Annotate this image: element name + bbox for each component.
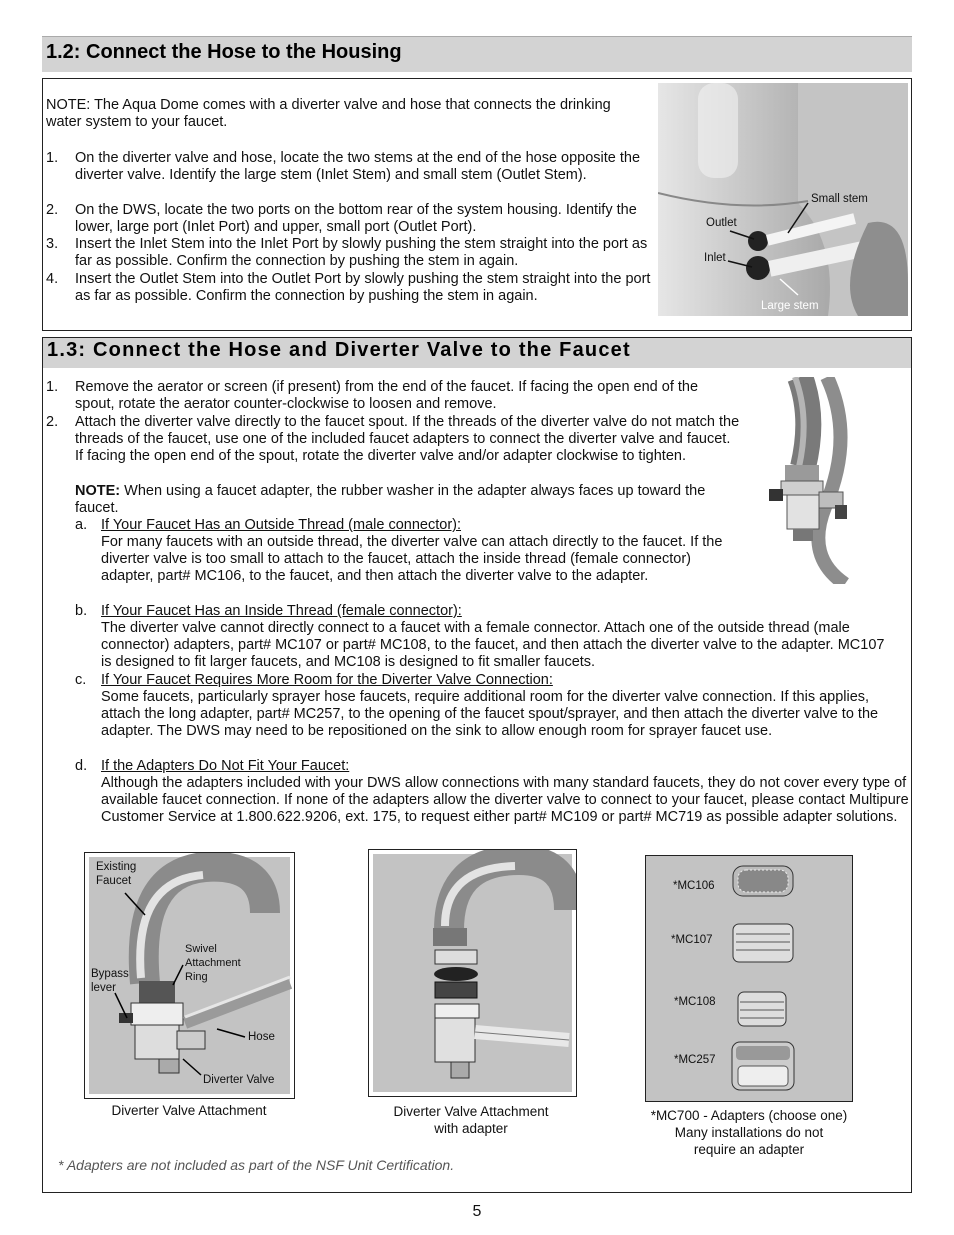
step-number: 2. [46,414,59,430]
faucet-step-1: Remove the aerator or screen (if present) from the end of the faucet. If facing the open end of the spout, rotate the aerator counter-clockwise to loosen and remove. [75,379,699,413]
small-stem-label: Small stem [811,193,868,205]
faucet-note [75,483,740,517]
diverter-valve-photo [745,377,856,584]
inlet-label: Inlet [704,252,726,264]
sub-c-heading: If Your Faucet Requires More Room for the Diverter Valve Connection: [101,672,553,688]
step-number: 3. [46,236,59,252]
sub-d-text: Although the adapters included with your DWS allow connections with many standard faucets, they do not cover every type of available faucet connection. If none of the adapters allow the diverter valve to connect to your faucet, please contact Multipure Customer Service at 1.800.622.9206, ext. 175, to request either part# MC109 or part# MC719 as possible adapter solutions. [101,775,909,826]
diverter-valve-illustration [745,377,856,584]
fig2-caption [361,1103,581,1137]
hose-label: Hose [248,1031,275,1043]
step-number: 2. [46,202,59,218]
mc257-adapter-icon [732,1042,794,1090]
adapter-diagram [369,850,576,1096]
bypass-lever-label: Bypass lever [91,968,129,994]
section-1-2-header [42,36,912,72]
existing-faucet-label: Existing Faucet [96,861,137,887]
section-1-2-box [42,78,912,331]
note-label: NOTE: [75,483,121,499]
hose-step-1: On the diverter valve and hose, locate the two stems at the end of the hose opposite the diverter valve. Identify the large stem (Inlet Stem) and small stem (Outlet Stem). [75,150,641,184]
housing-ports-illustration [658,83,908,316]
adapters-figure [645,855,853,1102]
hose-note: NOTE: The Aqua Dome comes with a diverter valve and hose that connects the drinking water system to your faucet. [46,97,611,131]
hose-step-3: Insert the Inlet Stem into the Inlet Port by slowly pushing the stem straight into the port as far as possible. Confirm the connection by pushing the stem in again. [75,236,648,270]
mc108-label: *MC108 [674,996,716,1008]
swivel-ring-label: Swivel Attachment Ring [185,943,241,983]
hose-step-2: On the DWS, locate the two ports on the bottom rear of the system housing. Identify the lower, large port (Inlet Port) and upper, small port (Outlet Port). [75,202,637,236]
fig3-caption-line2: Many installations do not [674,1125,824,1140]
faucet-step-2: Attach the diverter valve directly to the faucet spout. If the threads of the diverter valve do not match the threads of the faucet, use one of the included faucet adapters to connect the diverter valve and faucet. If facing the open end of the spout, rotate the diverter valve and/or adapter clockwise to tighten. [75,414,740,465]
mc107-adapter-icon [733,924,793,962]
diverter-valve-label: Diverter Valve [203,1074,275,1086]
large-stem-label: Large stem [761,300,819,312]
housing-ports-photo [658,83,908,316]
fig2-caption-line2: with adapter [434,1121,508,1136]
sub-b-heading: If Your Faucet Has an Inside Thread (female connector): [101,603,462,619]
certification-footnote: * Adapters are not included as part of the NSF Unit Certification. [58,1157,455,1173]
fig3-caption-line1: *MC700 - Adapters (choose one) [650,1108,848,1123]
step-number: 1. [46,150,59,166]
fig1-caption: Diverter Valve Attachment [111,1103,267,1118]
fig3-caption [633,1107,865,1158]
mc108-adapter-icon [738,992,786,1026]
step-number: 4. [46,271,59,287]
fig2-caption-line1: Diverter Valve Attachment [393,1104,549,1119]
diverter-adapter-figure [368,849,577,1097]
sub-letter: c. [75,672,87,688]
mc107-label: *MC107 [671,934,713,946]
section-1-3-header [43,338,911,368]
mc106-label: *MC106 [673,880,715,892]
sub-letter: d. [75,758,88,774]
sub-a-heading: If Your Faucet Has an Outside Thread (male connector): [101,517,462,533]
mc106-adapter-icon [733,866,793,896]
sub-a-text: For many faucets with an outside thread, the diverter valve can attach directly to the faucet. If the diverter valve is too small to attach to the faucet, attach the inside thread (female connector) adapter, part# MC106, to the faucet, and then attach the diverter valve to the adapter. [101,534,723,585]
sub-letter: b. [75,603,88,619]
section-1-3-title: 1.3: Connect the Hose and Diverter Valve to the Faucet [47,339,631,361]
step-number: 1. [46,379,59,395]
fig3-caption-line3: require an adapter [693,1142,805,1157]
sub-c-text: Some faucets, particularly sprayer hose faucets, require additional room for the diverter valve connection. If this applies, attach the long adapter, part# MC257, to the opening of the faucet spout/sprayer, and then attach the diverter valve to the adapter. The DWS may need to be repositioned on the sink to allow enough room for sprayer faucet use. [101,689,879,740]
sub-d-heading: If the Adapters Do Not Fit Your Faucet: [101,758,350,774]
hose-step-4: Insert the Outlet Stem into the Outlet Port by slowly pushing the stem straight into the port as far as possible. Confirm the connection by pushing the stem in again. [75,271,651,305]
section-1-2-title: 1.2: Connect the Hose to the Housing [46,41,402,63]
note-text: When using a faucet adapter, the rubber washer in the adapter always faces up toward the faucet. [75,483,706,517]
diverter-attachment-figure [84,852,295,1099]
outlet-label: Outlet [706,217,737,229]
sub-b-text: The diverter valve cannot directly connect to a faucet with a female connector. Attach one of the outside thread (male connector) adapters, part# MC107 or part# MC108, to the faucet, and then attach the diverter valve to the adapter. MC107 is designed to fit larger faucets, and MC108 is designed to fit smaller faucets. [101,620,885,671]
sub-letter: a. [75,517,88,533]
page-number: 5 [472,1203,482,1220]
section-1-3-box [42,337,912,1193]
mc257-label: *MC257 [674,1054,716,1066]
